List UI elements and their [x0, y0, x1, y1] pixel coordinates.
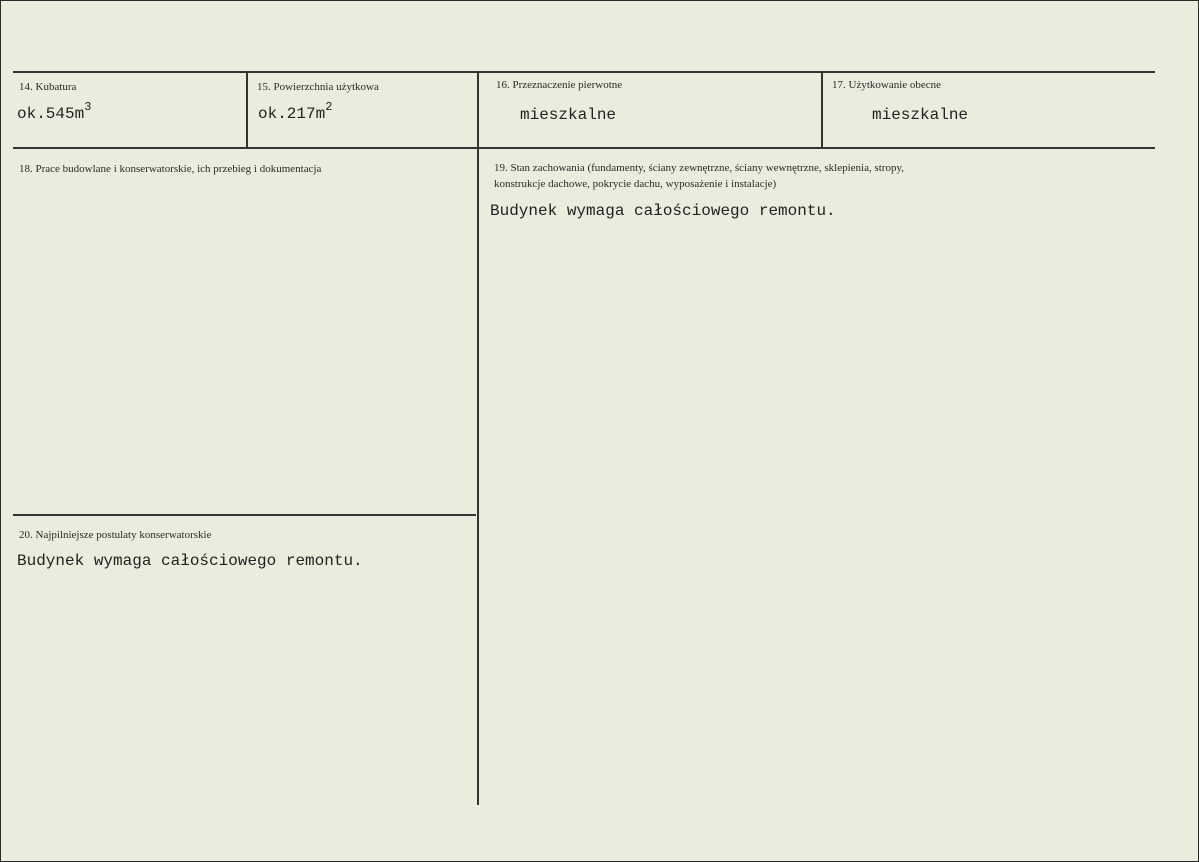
condition-value: Budynek wymaga całościowego remontu. [490, 202, 836, 220]
conservation-postulates-label: 20. Najpilniejsze postulaty konserwatorskie [19, 529, 212, 541]
usable-area-label: 15. Powierzchnia użytkowa [257, 81, 379, 93]
current-use-label: 17. Użytkowanie obecne [832, 79, 942, 91]
kubatura-number: ok.545m [17, 105, 85, 123]
divider-main [477, 73, 479, 805]
divider-14-15 [246, 73, 248, 147]
top-rule [13, 71, 1155, 73]
condition-label-line1: 19. Stan zachowania (fundamenty, ściany zewnętrzne, ściany wewnętrzne, sklepienia, stropy, [494, 162, 905, 174]
conservation-postulates-value: Budynek wymaga całościowego remontu. [17, 552, 363, 570]
construction-works-label: 18. Prace budowlane i konserwatorskie, ich przebieg i dokumentacja [19, 163, 322, 175]
divider-16-17 [821, 73, 823, 147]
usable-area-exponent: 2 [325, 100, 333, 114]
kubatura-exponent: 3 [84, 100, 92, 114]
kubatura-label: 14. Kubatura [19, 81, 77, 93]
condition-label-line2: konstrukcje dachowe, pokrycie dachu, wyposażenie i instalacje) [494, 178, 777, 190]
original-purpose-label: 16. Przeznaczenie pierwotne [496, 79, 623, 91]
usable-area-value [258, 100, 333, 123]
section18-bottom-rule [13, 514, 476, 516]
kubatura-value [17, 100, 92, 123]
usable-area-number: ok.217m [258, 105, 326, 123]
current-use-value: mieszkalne [872, 106, 969, 124]
original-purpose-value: mieszkalne [520, 106, 617, 124]
row1-bottom-rule [13, 147, 1155, 149]
